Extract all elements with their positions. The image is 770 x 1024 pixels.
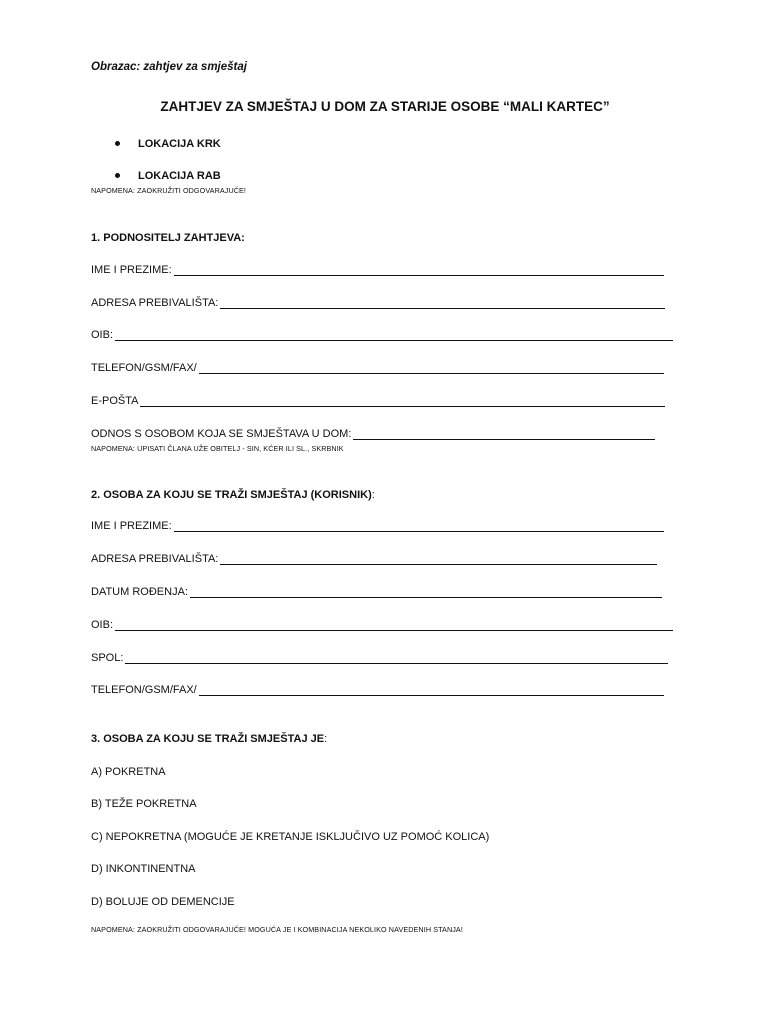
field-label: E-POŠTA <box>91 395 139 407</box>
document-title: ZAHTJEV ZA SMJEŠTAJ U DOM ZA STARIJE OSOBE “MALI KARTEC” <box>160 99 610 114</box>
field-label: OIB: <box>91 619 114 631</box>
bullet-icon <box>115 173 120 178</box>
fill-line[interactable] <box>174 264 664 276</box>
fill-line[interactable] <box>174 520 664 532</box>
form-type-label: Obrazac: zahtjev za smještaj <box>91 61 247 73</box>
field-label: TELEFON/GSM/FAX/ <box>91 684 197 696</box>
mobility-option-dementia[interactable]: D) BOLUJE OD DEMENCIJE <box>91 896 235 908</box>
user-address-field[interactable] <box>91 553 657 565</box>
user-phone-field[interactable] <box>91 684 664 696</box>
fill-line[interactable] <box>220 297 665 309</box>
fill-line[interactable] <box>190 586 662 598</box>
field-label: ADRESA PREBIVALIŠTA: <box>91 297 219 309</box>
section3-heading-text: 3. OSOBA ZA KOJU SE TRAŽI SMJEŠTAJ JE <box>91 733 325 745</box>
field-label: OIB: <box>91 329 114 341</box>
user-birthdate-field[interactable] <box>91 586 662 598</box>
section3-heading <box>91 733 327 745</box>
section1-heading: 1. PODNOSITELJ ZAHTJEVA: <box>91 232 245 244</box>
note-combination: NAPOMENA: ZAOKRUŽITI ODGOVARAJUĆE! MOGUĆA JE I KOMBINACIJA NEKOLIKO NAVEDENIH STANJA! <box>91 925 463 934</box>
heading-colon: : <box>371 489 375 501</box>
fill-line[interactable] <box>115 329 673 341</box>
user-sex-field[interactable] <box>91 652 668 664</box>
fill-line[interactable] <box>353 428 655 440</box>
section2-heading-text: 2. OSOBA ZA KOJU SE TRAŽI SMJEŠTAJ (KORISNIK) <box>91 489 372 501</box>
location-label: LOKACIJA KRK <box>138 138 221 150</box>
mobility-option-d[interactable]: D) INKONTINENTNA <box>91 863 196 875</box>
heading-colon: : <box>324 733 328 745</box>
applicant-relation-field[interactable] <box>91 428 655 440</box>
applicant-phone-field[interactable] <box>91 362 664 374</box>
bullet-icon <box>115 141 120 146</box>
fill-line[interactable] <box>199 362 664 374</box>
location-label: LOKACIJA RAB <box>138 170 221 182</box>
mobility-option-c[interactable]: C) NEPOKRETNA (MOGUĆE JE KRETANJE ISKLJUČIVO UZ POMOĆ KOLICA) <box>91 831 490 843</box>
location-krk-item[interactable] <box>115 138 221 150</box>
applicant-oib-field[interactable] <box>91 329 673 341</box>
note-relation: NAPOMENA: UPISATI ČLANA UŽE OBITELJ - SIN, KĆER ILI SL., SKRBNIK <box>91 444 344 453</box>
applicant-name-field[interactable] <box>91 264 664 276</box>
fill-line[interactable] <box>115 619 673 631</box>
fill-line[interactable] <box>220 553 657 565</box>
applicant-email-field[interactable] <box>91 395 665 407</box>
field-label: ADRESA PREBIVALIŠTA: <box>91 553 219 565</box>
mobility-option-a[interactable]: A) POKRETNA <box>91 766 166 778</box>
field-label: IME I PREZIME: <box>91 520 172 532</box>
fill-line[interactable] <box>199 684 664 696</box>
applicant-address-field[interactable] <box>91 297 665 309</box>
fill-line[interactable] <box>140 395 665 407</box>
note-circle-option: NAPOMENA: ZAOKRUŽITI ODGOVARAJUĆE! <box>91 186 247 195</box>
field-label: ODNOS S OSOBOM KOJA SE SMJEŠTAVA U DOM: <box>91 428 352 440</box>
location-rab-item[interactable] <box>115 170 221 182</box>
section2-heading <box>91 489 375 501</box>
field-label: SPOL: <box>91 652 124 664</box>
fill-line[interactable] <box>125 652 668 664</box>
field-label: DATUM ROĐENJA: <box>91 586 188 598</box>
field-label: TELEFON/GSM/FAX/ <box>91 362 197 374</box>
user-oib-field[interactable] <box>91 619 673 631</box>
user-name-field[interactable] <box>91 520 664 532</box>
field-label: IME I PREZIME: <box>91 264 172 276</box>
mobility-option-b[interactable]: B) TEŽE POKRETNA <box>91 798 197 810</box>
